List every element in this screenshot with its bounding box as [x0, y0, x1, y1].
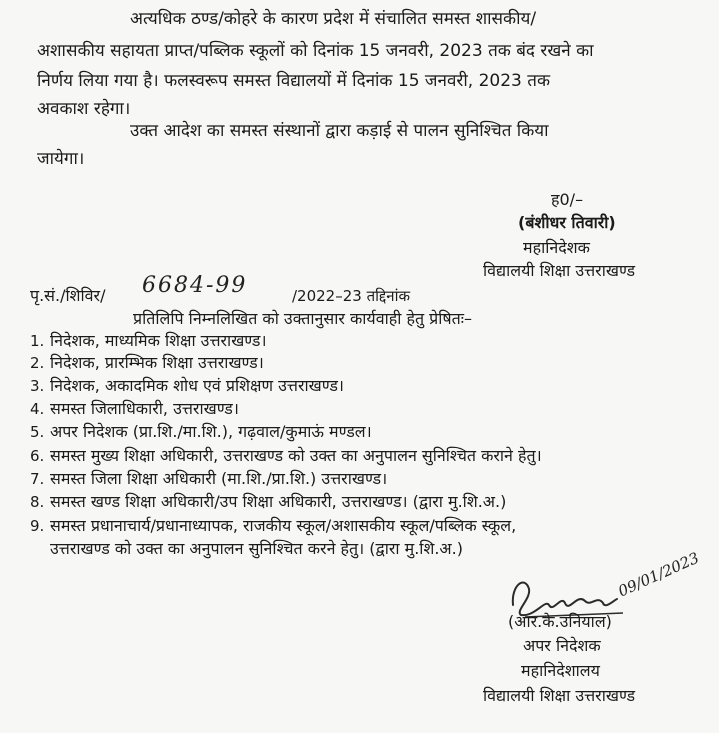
list-item: निदेशक, अकादमिक शोध एवं प्रशिक्षण उत्तराखण्ड। — [50, 376, 344, 395]
copy-intro: प्रतिलिपि निम्नलिखित को उक्तानुसार कार्यवाही हेतु प्रेषितः– — [133, 309, 473, 328]
list-item: अपर निदेशक (प्रा.शि./मा.शि.), गढ़वाल/कुमाऊं मण्डल। — [50, 422, 372, 441]
list-item-number: 9. — [30, 517, 45, 535]
list-item: निदेशक, माध्यमिक शिक्षा उत्तराखण्ड। — [50, 331, 267, 350]
list-item-continuation: उत्तराखण्ड को उक्त का अनुपालन सुनिश्चित करने हेतु। (द्वारा मु.शि.अ.) — [50, 539, 463, 558]
list-item-number: 6. — [30, 447, 45, 465]
signatory-1-name: (बंशीधर तिवारी) — [518, 213, 616, 232]
list-item-number: 7. — [30, 470, 45, 488]
list-item: समस्त खण्ड शिक्षा अधिकारी/उप शिक्षा अधिकारी, उत्तराखण्ड। (द्वारा मु.शि.अ.) — [50, 492, 507, 511]
body-paragraph-2-line-2: जायेगा। — [37, 149, 85, 169]
list-item-number: 1. — [30, 332, 45, 350]
ref-number-handwritten: 6684-99 — [142, 273, 248, 298]
list-item-number: 8. — [30, 493, 45, 511]
list-item: समस्त प्रधानाचार्य/प्रधानाध्यापक, राजकीय स्कूल/अशासकीय स्कूल/पब्लिक स्कूल, — [50, 516, 517, 535]
signatory-2-office-2: विद्यालयी शिक्षा उत्तराखण्ड — [483, 686, 636, 705]
list-item-number: 5. — [30, 423, 45, 441]
list-item-number: 3. — [30, 377, 45, 395]
ref-prefix: पृ.सं./शिविर/ — [30, 286, 106, 305]
signatory-1-designation: महानिदेशक — [523, 238, 590, 257]
body-paragraph-1-line-3: निर्णय लिया गया है। फलस्वरूप समस्त विद्यालयों में दिनांक 15 जनवरी, 2023 तक — [37, 71, 551, 91]
list-item-number: 4. — [30, 400, 45, 418]
signatory-2-designation: अपर निदेशक — [523, 636, 601, 655]
handwritten-date: 09/01/2023 — [615, 548, 702, 601]
body-paragraph-1-line-1: अत्यधिक ठण्ड/कोहरे के कारण प्रदेश में संचालित समस्त शासकीय/ — [130, 9, 537, 29]
list-item: समस्त जिलाधिकारी, उत्तराखण्ड। — [50, 399, 239, 418]
body-paragraph-2-line-1: उक्त आदेश का समस्त संस्थानों द्वारा कड़ाई से पालन सुनिश्चित किया — [130, 121, 549, 141]
list-item-number: 2. — [30, 354, 45, 372]
body-paragraph-1-line-2: अशासकीय सहायता प्राप्त/पब्लिक स्कूलों को दिनांक 15 जनवरी, 2023 तक बंद रखने का — [37, 41, 594, 61]
list-item: समस्त जिला शिक्षा अधिकारी (मा.शि./प्रा.शि.) उत्तराखण्ड। — [50, 469, 388, 488]
signatory-2-name: (आर.के.उनियाल) — [508, 612, 612, 631]
signatory-2-office-1: महानिदेशालय — [521, 661, 600, 680]
ref-suffix: /2022–23 तद्दिनांक — [292, 287, 411, 305]
body-paragraph-1-line-4: अवकाश रहेगा। — [37, 99, 131, 119]
signatory-1-office: विद्यालयी शिक्षा उत्तराखण्ड — [483, 261, 636, 280]
list-item: निदेशक, प्रारम्भिक शिक्षा उत्तराखण्ड। — [50, 353, 264, 372]
list-item: समस्त मुख्य शिक्षा अधिकारी, उत्तराखण्ड को उक्त का अनुपालन सुनिश्चित कराने हेतु। — [50, 446, 542, 465]
signed-mark: ह0/– — [551, 190, 584, 209]
